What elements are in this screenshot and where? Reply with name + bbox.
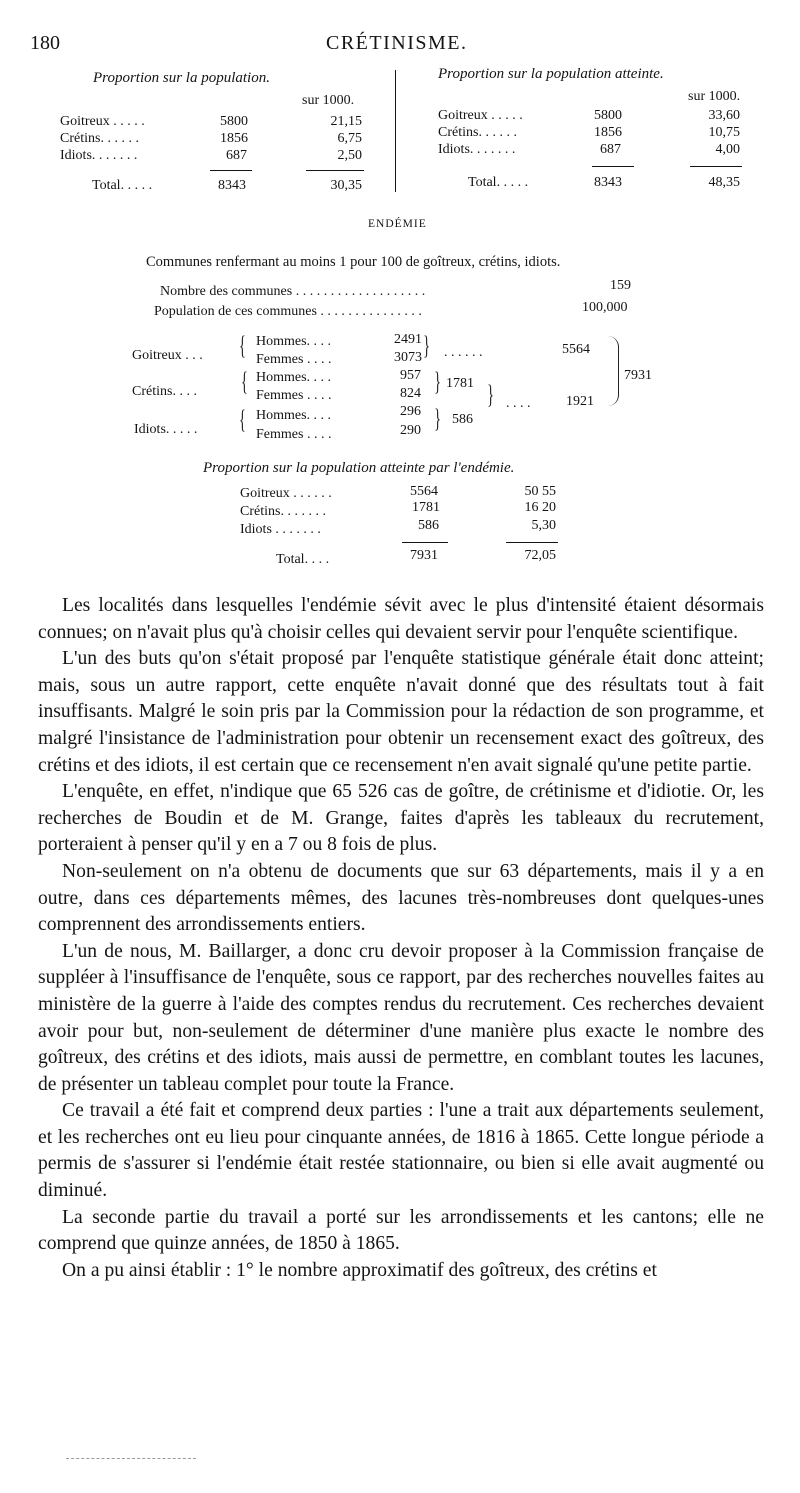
population-value: 100,000: [582, 300, 628, 315]
group-name: Idiots. . . . .: [134, 422, 198, 437]
hommes-label: Hommes. . . .: [256, 408, 332, 423]
paragraph: Non-seulement on n'a obtenu de documents que sur 63 départements, mais il y a en outre, dans ces départements mêmes, des lacunes très-nombreuses dont quelques-unes comprennent des arrondissements entiers.: [38, 860, 764, 936]
right-total-rule: [690, 166, 742, 167]
left-row-rate: 2,50: [337, 148, 362, 163]
attack-table-caption: Proportion sur la population atteinte par l'endémie.: [203, 460, 515, 476]
attack-row-rate: 5,30: [531, 518, 556, 533]
right-table-col-header: sur 1000.: [688, 89, 741, 104]
grand-bracket: [608, 336, 619, 406]
right-row-rate: 4,00: [715, 142, 740, 157]
attack-row-count: 5564: [410, 484, 438, 499]
left-row-label: Crétins. . . . . .: [60, 131, 139, 146]
right-row-label: Idiots. . . . . . .: [438, 142, 516, 157]
paragraph: La seconde partie du travail a porté sur les arrondissements et les cantons; elle ne comprend que quinze années, de 1850 à 1865.: [38, 1206, 764, 1255]
right-row-rate: 10,75: [708, 125, 740, 140]
left-brace: {: [239, 331, 246, 360]
paragraph: On a pu ainsi établir : 1° le nombre approximatif des goîtreux, des crétins et: [62, 1259, 657, 1281]
section-subheading: Communes renfermant au moins 1 pour 100 de goîtreux, crétins, idiots.: [146, 254, 561, 270]
attack-total-label: Total. . . .: [276, 552, 330, 567]
left-total-rate: 30,35: [330, 178, 362, 193]
right-row-label: Goitreux . . . . .: [438, 108, 523, 123]
paragraph: L'un des buts qu'on s'était proposé par l'enquête statistique générale était donc atteint; mais, sous un autre rapport, cette enquête n'avait donné que des résultats tout à fait insuffisants. Malgré le soin pris par la Commission pour la rédaction de son programme, et malgré l'insistance de l'administration pour obtenir un recensement exact des goîtreux, des crétins et des idiots, il est certain que ce recensement n'en avait signalé qu'une petite partie.: [38, 648, 764, 776]
femmes-value: 3073: [394, 350, 422, 365]
population-label: Population de ces communes . . . . . . . . . . . . . . .: [154, 304, 422, 319]
left-row-rate: 21,15: [330, 114, 362, 129]
idiots-subtotal: 586: [452, 412, 473, 427]
left-row-count: 5800: [220, 114, 248, 129]
leader-dots: . . . . . .: [444, 345, 483, 360]
hommes-label: Hommes. . . .: [256, 334, 332, 349]
left-table-caption: Proportion sur la population.: [93, 70, 270, 86]
communes-value: 159: [610, 278, 631, 293]
attack-total-rate: 72,05: [524, 548, 556, 563]
right-brace: {: [434, 404, 441, 433]
hommes-value: 296: [400, 404, 421, 419]
femmes-label: Femmes . . . .: [256, 427, 332, 442]
left-row-count: 687: [226, 148, 247, 163]
attack-row-label: Goitreux . . . . . .: [240, 486, 332, 501]
right-row-label: Crétins. . . . . .: [438, 125, 517, 140]
attack-row-rate: 50 55: [524, 484, 556, 499]
left-row-label: Idiots. . . . . . .: [60, 148, 138, 163]
left-total-rule: [210, 170, 252, 171]
left-brace: {: [239, 405, 246, 434]
attack-row-count: 586: [418, 518, 439, 533]
left-row-count: 1856: [220, 131, 248, 146]
attack-row-label: Idiots . . . . . . .: [240, 522, 321, 537]
right-total-label: Total. . . . .: [468, 175, 529, 190]
leader-dots: . . . .: [506, 396, 531, 411]
right-brace: {: [487, 380, 494, 409]
left-total-rule: [306, 170, 364, 171]
cretins-subtotal: 1781: [446, 376, 474, 391]
left-brace: {: [241, 367, 248, 396]
attack-total-count: 7931: [410, 548, 438, 563]
right-brace: {: [434, 367, 441, 396]
right-row-count: 1856: [594, 125, 622, 140]
right-row-rate: 33,60: [708, 108, 740, 123]
attack-total-rule: [506, 542, 558, 543]
body-text: [38, 593, 764, 1284]
communes-label: Nombre des communes . . . . . . . . . . . . . . . . . . .: [160, 284, 426, 299]
femmes-label: Femmes . . . .: [256, 352, 332, 367]
paragraph: Ce travail a été fait et comprend deux parties : l'une a trait aux départements seulement, et les recherches ont eu lieu pour cinquante années, de 1816 à 1865. Cette longue période a permis de s'assurer si l'endémie était restée stationnaire, ou bien si elle avait augmenté ou diminué.: [38, 1100, 764, 1202]
page-number: 180: [30, 32, 60, 54]
femmes-value: 290: [400, 423, 421, 438]
table-divider: [395, 70, 396, 192]
right-total-count: 8343: [594, 175, 622, 190]
right-total-rate: 48,35: [708, 175, 740, 190]
left-row-label: Goitreux . . . . .: [60, 114, 145, 129]
group-name: Goitreux . . .: [132, 348, 203, 363]
right-total-rule: [592, 166, 634, 167]
left-total-label: Total. . . . .: [92, 178, 153, 193]
paragraph: L'enquête, en effet, n'indique que 65 526 cas de goître, de crétinisme et d'idiotie. Or, les recherches de Boudin et de M. Grange, faites d'après les tableaux du recrutement, porteraient à penser qu'il y en a 7 ou 8 fois de plus.: [38, 781, 764, 856]
paragraph: L'un de nous, M. Baillarger, a donc cru devoir proposer à la Commission française de suppléer à l'insuffisance de l'enquête, sous ce rapport, par des recherches nouvelles faites au ministère de la guerre à l'aide des comptes rendus du recrutement. Ces recherches devaient avoir pour but, non-seulement de déterminer d'une manière plus exacte le nombre des goîtreux, des crétins et des idiots, mais aussi de permettre, en comblant toutes les lacunes, de présenter un tableau complet pour toute la France.: [38, 940, 764, 1095]
running-title: CRÉTINISME.: [326, 32, 468, 54]
hommes-value: 2491: [394, 332, 422, 347]
femmes-value: 824: [400, 386, 421, 401]
left-table-col-header: sur 1000.: [302, 93, 355, 108]
attack-total-rule: [402, 542, 448, 543]
right-table-caption: Proportion sur la population atteinte.: [438, 66, 664, 82]
femmes-label: Femmes . . . .: [256, 388, 332, 403]
left-total-count: 8343: [218, 178, 246, 193]
attack-row-rate: 16 20: [524, 500, 556, 515]
left-row-rate: 6,75: [337, 131, 362, 146]
right-brace: {: [423, 331, 430, 360]
goitreux-total: 5564: [562, 342, 590, 357]
cretins-idiots-total: 1921: [566, 394, 594, 409]
footer-rule: [66, 1458, 196, 1460]
hommes-label: Hommes. . . .: [256, 370, 332, 385]
hommes-value: 957: [400, 368, 421, 383]
attack-row-count: 1781: [412, 500, 440, 515]
section-heading: ENDÉMIE: [368, 218, 427, 230]
attack-row-label: Crétins. . . . . . .: [240, 504, 326, 519]
right-row-count: 687: [600, 142, 621, 157]
paragraph: Les localités dans lesquelles l'endémie sévit avec le plus d'intensité étaient désormais connues; on n'avait plus qu'à choisir celles qui devaient servir pour l'enquête scientifique.: [38, 595, 764, 643]
right-row-count: 5800: [594, 108, 622, 123]
group-name: Crétins. . . .: [132, 384, 197, 399]
grand-total: 7931: [624, 368, 652, 383]
